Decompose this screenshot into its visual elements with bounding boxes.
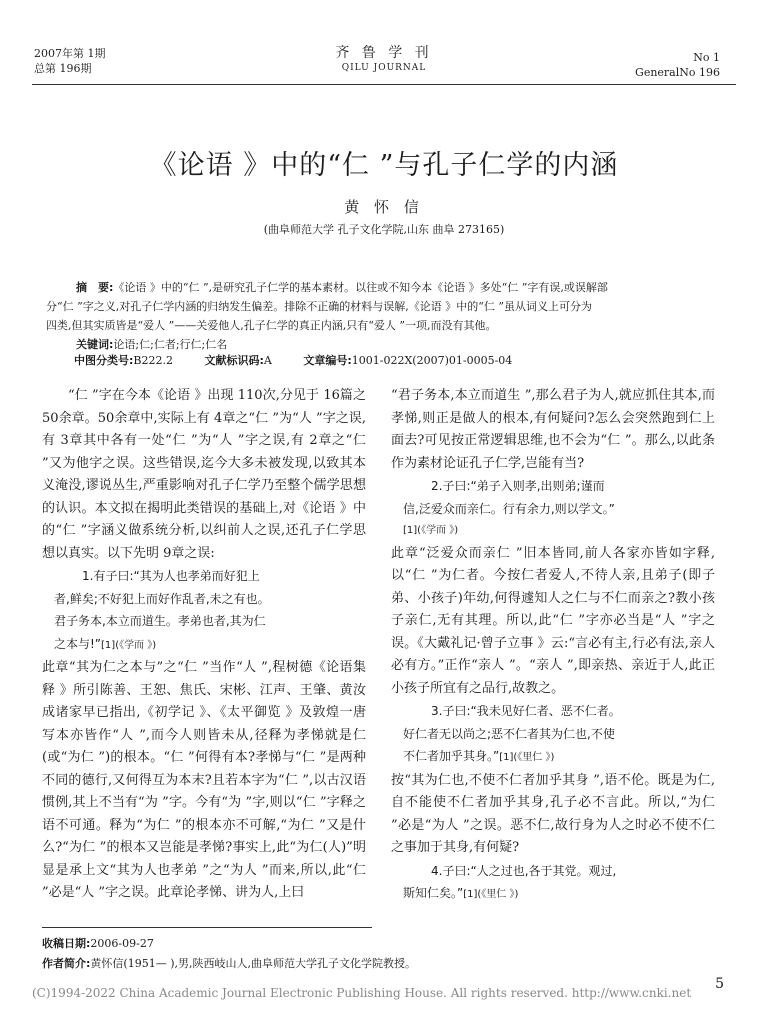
paragraph: 此章“其为仁之本与”之“仁 ”当作“人 ”,程树德《论语集释 》所引陈善、王恕、焦氏、宋彬、江声、王肇、黄汝成诸家早已指出,《初学记 》、《太平御览 》及敦煌一唐写本亦皆作“人 ”,而今人则皆未从,径释为孝悌就是仁(或“为仁 ”)的根本。“仁 ”何得有本?孝悌与“仁 ”是两种不同的德行,又何得互为本末?且若本字为“仁 ”,以古汉语惯例,其上不当有“为 ”字。今有“为 ”字,则以“仁 ”字释之语不可通。释为“为仁 ”的根本亦不可解,“为仁 ”又是什么?“为仁 ”的根本又岂能是孝悌?事实上,此“为仁(人)”明显是承上文“其为人也孝弟 ”之“为人 ”而来,所以,此“仁 ”必是“人 ”字之误。此章论孝悌、讲为人,上曰 (42, 660, 366, 900)
doc-code-label: 文献标识码: (204, 354, 264, 367)
journal-name-en: QILU JOURNAL (341, 63, 427, 73)
clc-value: B222.2 (133, 354, 173, 367)
quotation-2 (391, 475, 715, 543)
article-author: 黄 怀 信 (344, 198, 424, 216)
paragraph: “仁 ”字在今本《论语 》出现 110次,分见于 16篇之 50余章。50余章中,实际上有 4章之“仁 ”为“人 ”字之误,有 3章其中各有一处“仁 ”为“人 ”字之误,有 2章之“仁 ”又为他字之误。这些错误,迄今大多未被发现,以致其本义淹没,谬说丛生,严重影响对孔子仁学乃至整个儒学思想的认识。本文拟在揭明此类错误的基础上,对《论语 》中的“仁 ”字涵义做系统分析,以纠前人之误,还孔子仁学思想以真实。以下先明 9章之误: (42, 388, 366, 561)
footnote-rule (42, 927, 372, 928)
citation: [1](《里仁 》) (499, 752, 555, 763)
quote-line (391, 745, 715, 770)
quote-line: 1.有子曰:“其为人也孝弟而好犯上 (82, 569, 260, 583)
quote-line: 好仁者无以尚之;恶不仁者其为仁也,不使 (403, 726, 615, 741)
abstract-label: 摘 要: (76, 281, 114, 294)
quote-line: 君子务本,本立而道生。孝弟也者,其为仁 (54, 614, 266, 628)
quote-line: 3.子曰:“我未见好仁者、恶不仁者。 (431, 704, 621, 718)
footnotes (42, 934, 416, 974)
clc-label: 中图分类号: (74, 354, 134, 367)
author-info: 黄怀信(1951— ),男,陕西岐山人,曲阜师范大学孔子文化学院教授。 (90, 957, 416, 970)
citation: [1](《学而 》) (403, 525, 459, 536)
copyright-watermark: (C)1994-2022 China Academic Journal Electronic Publishing House. All rights reserved. http://www.cnki.net (32, 986, 692, 1000)
quote-text: 之本与!” (54, 636, 102, 651)
quote-line: 4.子曰:“人之过也,各于其党。观过, (431, 863, 617, 878)
paragraph: 此章“泛爱众而亲仁 ”旧本皆同,前人各家亦皆如字释,以“仁 ”为仁者。今按仁者爱人,不待人亲,且弟子(即子弟、小孩子)年幼,何得遽知人之仁与不仁而亲之?教小孩子亲仁,无有其理。所以,此“仁 ”字亦必当是“人 ”字之误。《大戴礼记·曾子立事 》云:“言必有主,行必有法,亲人必有方。”正作“亲人 ”。“亲人 ”,即亲热、亲近于人,此正小孩子所宜有之品行,故教之。 (391, 545, 715, 696)
journal-name-cn: 齐 鲁 学 刊 (335, 45, 433, 61)
abstract-text-1: 《论语 》中的“仁 ”,是研究孔子仁学的基本素材。以往或不知今本《论语 》多处“仁 ”字有误,或误解部 (113, 281, 608, 294)
abstract-text-2: 分“仁 ”字之义,对孔子仁学内涵的归纳发生偏差。排除不正确的材料与误解,《论语 》中的“仁 ”虽从词义上可分为 (46, 300, 592, 313)
page-number: 5 (715, 976, 724, 992)
header-number (635, 50, 720, 80)
header-number-line2: GeneralNo 196 (635, 66, 720, 79)
author-info-label: 作者简介: (42, 957, 91, 970)
article-affiliation: (曲阜师范大学 孔子文化学院,山东 曲阜 273165) (263, 223, 505, 236)
citation: [1](《学而 》) (101, 639, 157, 651)
quote-line: 信,泛爱众而亲仁。行有余力,则以学文。” (403, 501, 615, 516)
abstract-block (46, 278, 722, 354)
quotation-3 (391, 700, 715, 770)
paragraph: 按“其为仁也,不使不仁者加乎其身 ”,语不伦。既是为仁,自不能使不仁者加乎其身,孔子必不言此。所以,“为仁 ”必是“为人 ”之误。恶不仁,故行身为人之时必不使不仁之事加于其身,有何疑? (391, 772, 715, 855)
quotation-1 (42, 565, 366, 657)
quote-text: 斯知仁矣。” (403, 886, 464, 900)
quotation-4 (391, 860, 715, 907)
doc-code-value: A (263, 354, 272, 367)
article-title: 《论语 》中的“仁 ”与孔子仁学的内涵 (149, 150, 619, 181)
abstract-text-3: 四类,但其实质皆是“爱人 ”——关爱他人,孔子仁学的真正内涵,只有“爱人 ”一项,而没有其他。 (46, 319, 497, 332)
article-id-value: 1001-022X(2007)01-0005-04 (351, 354, 513, 367)
classification-line (74, 352, 724, 368)
received-label: 收稿日期: (42, 937, 91, 950)
citation: [1](《里仁 》) (463, 889, 519, 900)
article-id-label: 文章编号: (303, 354, 352, 367)
header-number-line1: No 1 (693, 51, 720, 64)
body-column-left (42, 385, 366, 905)
keywords: 论语;仁;仁者;行仁;仁名 (113, 338, 228, 351)
header-issue-line1: 2007年第 1期 (34, 47, 106, 60)
quote-line (391, 882, 715, 907)
abstract-line1 (46, 278, 722, 297)
quote-text: 不仁者加乎其身。” (403, 749, 500, 763)
body-column-right (391, 385, 715, 907)
keywords-label: 关键词: (76, 338, 114, 351)
quote-line: 者,鲜矣;不好犯上而好作乱者,未之有也。 (54, 591, 270, 606)
quote-line: 2.子曰:“弟子入则孝,出则弟;谨而 (431, 479, 605, 493)
received-date: 2006-09-27 (90, 937, 154, 950)
received-date-line (42, 934, 416, 954)
header-issue-line2: 总第 196期 (34, 62, 92, 75)
quote-line (42, 633, 366, 658)
paragraph: “君子务本,本立而道生 ”,那么君子为人,就应抓住其本,而孝悌,则正是做人的根本,有何疑问?怎么会突然跑到仁上面去?可见按正常逻辑思维,也不会为“仁 ”。那么,以此条作为素材论证孔子仁学,岂能有当? (391, 388, 715, 471)
author-info-line (42, 954, 416, 974)
header-rule (32, 84, 736, 85)
